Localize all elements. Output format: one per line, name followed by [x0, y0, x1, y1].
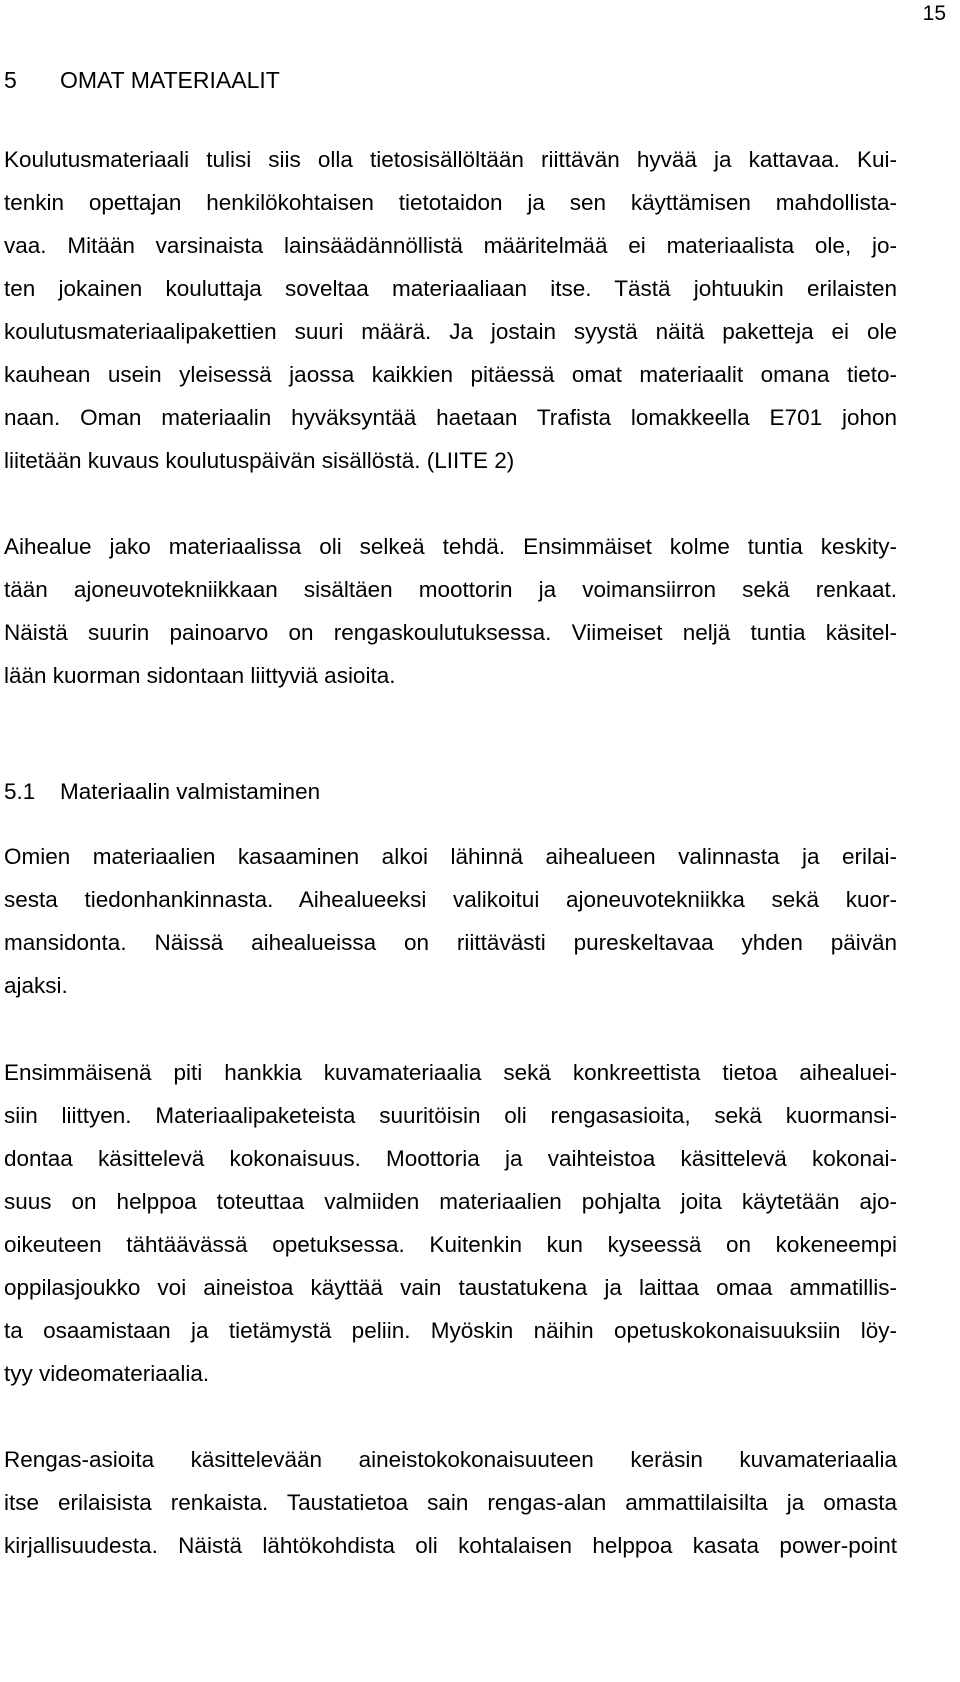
text-line: siin liittyen. Materiaalipaketeista suuritöisin oli rengasasioita, sekä kuormansi- [4, 1103, 897, 1128]
text-line: oikeuteen tähtäävässä opetuksessa. Kuitenkin kun kyseessä on kokeneempi [4, 1232, 897, 1257]
text-line: koulutusmateriaalipakettien suuri määrä. Ja jostain syystä näitä paketteja ei ole [4, 319, 897, 344]
section-heading-number: 5 [4, 67, 17, 93]
text-line: vaa. Mitään varsinaista lainsäädännöllistä määritelmää ei materiaalista ole, jo- [4, 233, 897, 258]
text-line: itse erilaisista renkaista. Taustatietoa sain rengas-alan ammattilaisilta ja omasta [4, 1490, 897, 1515]
text-line: tään ajoneuvotekniikkaan sisältäen moottorin ja voimansiirron sekä renkaat. [4, 577, 897, 602]
text-line: liitetään kuvaus koulutuspäivän sisällöstä. (LIITE 2) [4, 448, 515, 473]
text-line: Näistä suurin painoarvo on rengaskoulutuksessa. Viimeiset neljä tuntia käsitel- [4, 620, 897, 645]
text-line: tenkin opettajan henkilökohtaisen tietotaidon ja sen käyttämisen mahdollista- [4, 190, 897, 215]
text-line: oppilasjoukko voi aineistoa käyttää vain taustatukena ja laittaa omaa ammatillis- [4, 1275, 897, 1300]
section-heading-title: OMAT MATERIAALIT [60, 67, 280, 93]
text-line: suus on helppoa toteuttaa valmiiden materiaalien pohjalta joita käytetään ajo- [4, 1189, 897, 1214]
text-line: Ensimmäisenä piti hankkia kuvamateriaalia sekä konkreettista tietoa aihealuei- [4, 1060, 897, 1085]
subsection-heading-title: Materiaalin valmistaminen [60, 779, 321, 804]
text-line: kirjallisuudesta. Näistä lähtökohdista oli kohtalaisen helppoa kasata power-point [4, 1533, 897, 1558]
text-line: ajaksi. [4, 973, 68, 998]
text-line: Aihealue jako materiaalissa oli selkeä tehdä. Ensimmäiset kolme tuntia keskity- [4, 534, 897, 559]
text-line: mansidonta. Näissä aihealueissa on riittävästi pureskeltavaa yhden päivän [4, 930, 897, 955]
text-line: lään kuorman sidontaan liittyviä asioita. [4, 663, 396, 688]
text-line: Rengas-asioita käsittelevään aineistokokonaisuuteen keräsin kuvamateriaalia [4, 1447, 897, 1472]
text-line: kauhean usein yleisessä jaossa kaikkien pitäessä omat materiaalit omana tieto- [4, 362, 897, 387]
text-line: naan. Oman materiaalin hyväksyntää haetaan Trafista lomakkeella E701 johon [4, 405, 897, 430]
text-line: Koulutusmateriaali tulisi siis olla tietosisällöltään riittävän hyvää ja kattavaa. Kui- [4, 147, 897, 172]
section-heading [4, 66, 280, 94]
text-line: ta osaamistaan ja tietämystä peliin. Myöskin näihin opetuskokonaisuuksiin löy- [4, 1318, 897, 1343]
subsection-heading [4, 778, 320, 806]
text-line: tyy videomateriaalia. [4, 1361, 210, 1386]
text-line: Omien materiaalien kasaaminen alkoi lähinnä aihealueen valinnasta ja erilai- [4, 844, 897, 869]
text-line: dontaa käsittelevä kokonaisuus. Moottoria ja vaihteistoa käsittelevä kokonai- [4, 1146, 897, 1171]
text-line: sesta tiedonhankinnasta. Aihealueeksi valikoitui ajoneuvotekniikka sekä kuor- [4, 887, 897, 912]
page-number: 15 [922, 2, 946, 25]
subsection-heading-number: 5.1 [4, 779, 36, 804]
text-line: ten jokainen kouluttaja soveltaa materiaaliaan itse. Tästä johtuukin erilaisten [4, 276, 897, 301]
